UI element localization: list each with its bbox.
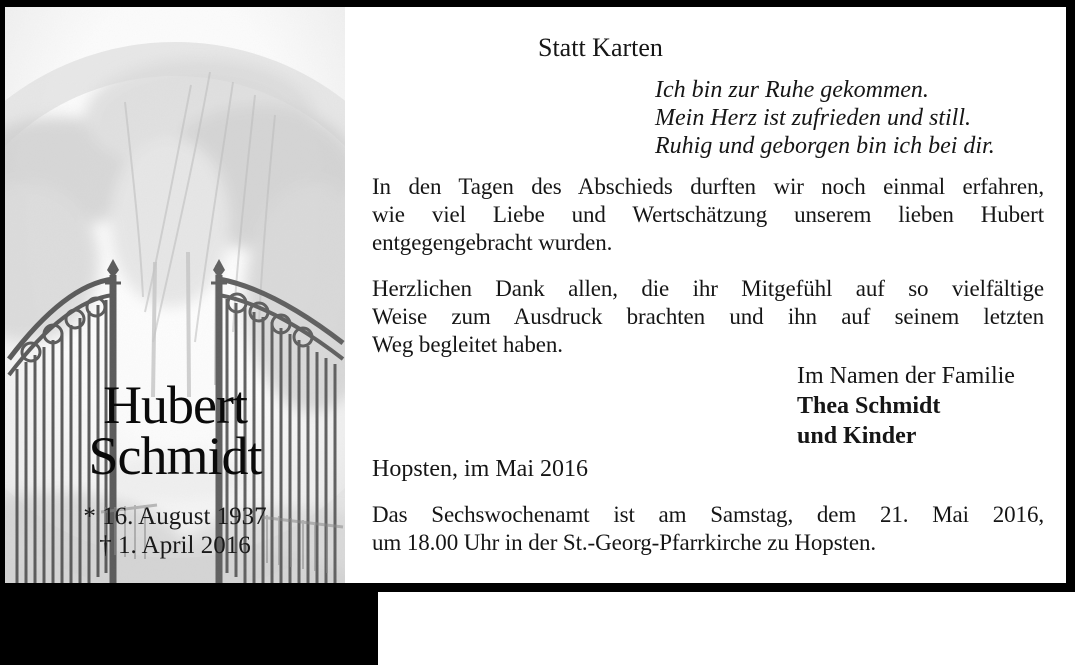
- verse-line: Ruhig und geborgen bin ich bei dir.: [655, 133, 995, 159]
- paragraph-line: Weg begleitet haben.: [372, 332, 563, 357]
- family-intro: Im Namen der Familie: [797, 363, 1015, 389]
- birth-date: * 16. August 1937: [83, 503, 267, 530]
- verse-line: Ich bin zur Ruhe gekommen.: [655, 77, 929, 103]
- paragraph-line: In den Tagen des Abschieds durften wir noch einmal erfahren,: [372, 174, 1044, 199]
- family-children: und Kinder: [797, 423, 917, 449]
- paragraph-line: Herzlichen Dank allen, die ihr Mitgefühl auf so vielfältige: [372, 276, 1044, 301]
- deceased-name: [5, 375, 345, 486]
- memorial-verse: [655, 76, 995, 160]
- memorial-photo: [5, 7, 345, 583]
- paragraph-line: wie viel Liebe und Wertschätzung unserem lieben Hubert: [372, 202, 1044, 227]
- death-date: † 1. April 2016: [99, 532, 251, 559]
- paragraph-line: Das Sechswochenamt ist am Samstag, dem 21. Mai 2016,: [372, 502, 1044, 527]
- paragraph-line: um 18.00 Uhr in der St.-Georg-Pfarrkirche zu Hopsten.: [372, 530, 876, 555]
- service-announcement: [372, 501, 1044, 557]
- life-dates: [5, 502, 345, 560]
- family-signature: [797, 361, 1015, 451]
- deceased-last-name: Schmidt: [88, 426, 262, 486]
- bottom-black-block: [0, 592, 378, 665]
- deceased-first-name: Hubert: [103, 375, 247, 435]
- paragraph-line: entgegengebracht wurden.: [372, 230, 613, 255]
- thanks-paragraph-1: [372, 173, 1044, 257]
- notice-text-column: [372, 7, 1044, 583]
- thanks-paragraph-2: [372, 275, 1044, 359]
- cemetery-gate-illustration: [5, 7, 345, 583]
- family-name: Thea Schmidt: [797, 393, 941, 419]
- scan-grain-overlay: [5, 7, 345, 583]
- statt-karten-heading: Statt Karten: [538, 33, 663, 62]
- paragraph-line: Weise zum Ausdruck brachten und ihn auf seinem letzten: [372, 304, 1044, 329]
- verse-line: Mein Herz ist zufrieden und still.: [655, 105, 971, 131]
- place-and-date: Hopsten, im Mai 2016: [372, 456, 588, 482]
